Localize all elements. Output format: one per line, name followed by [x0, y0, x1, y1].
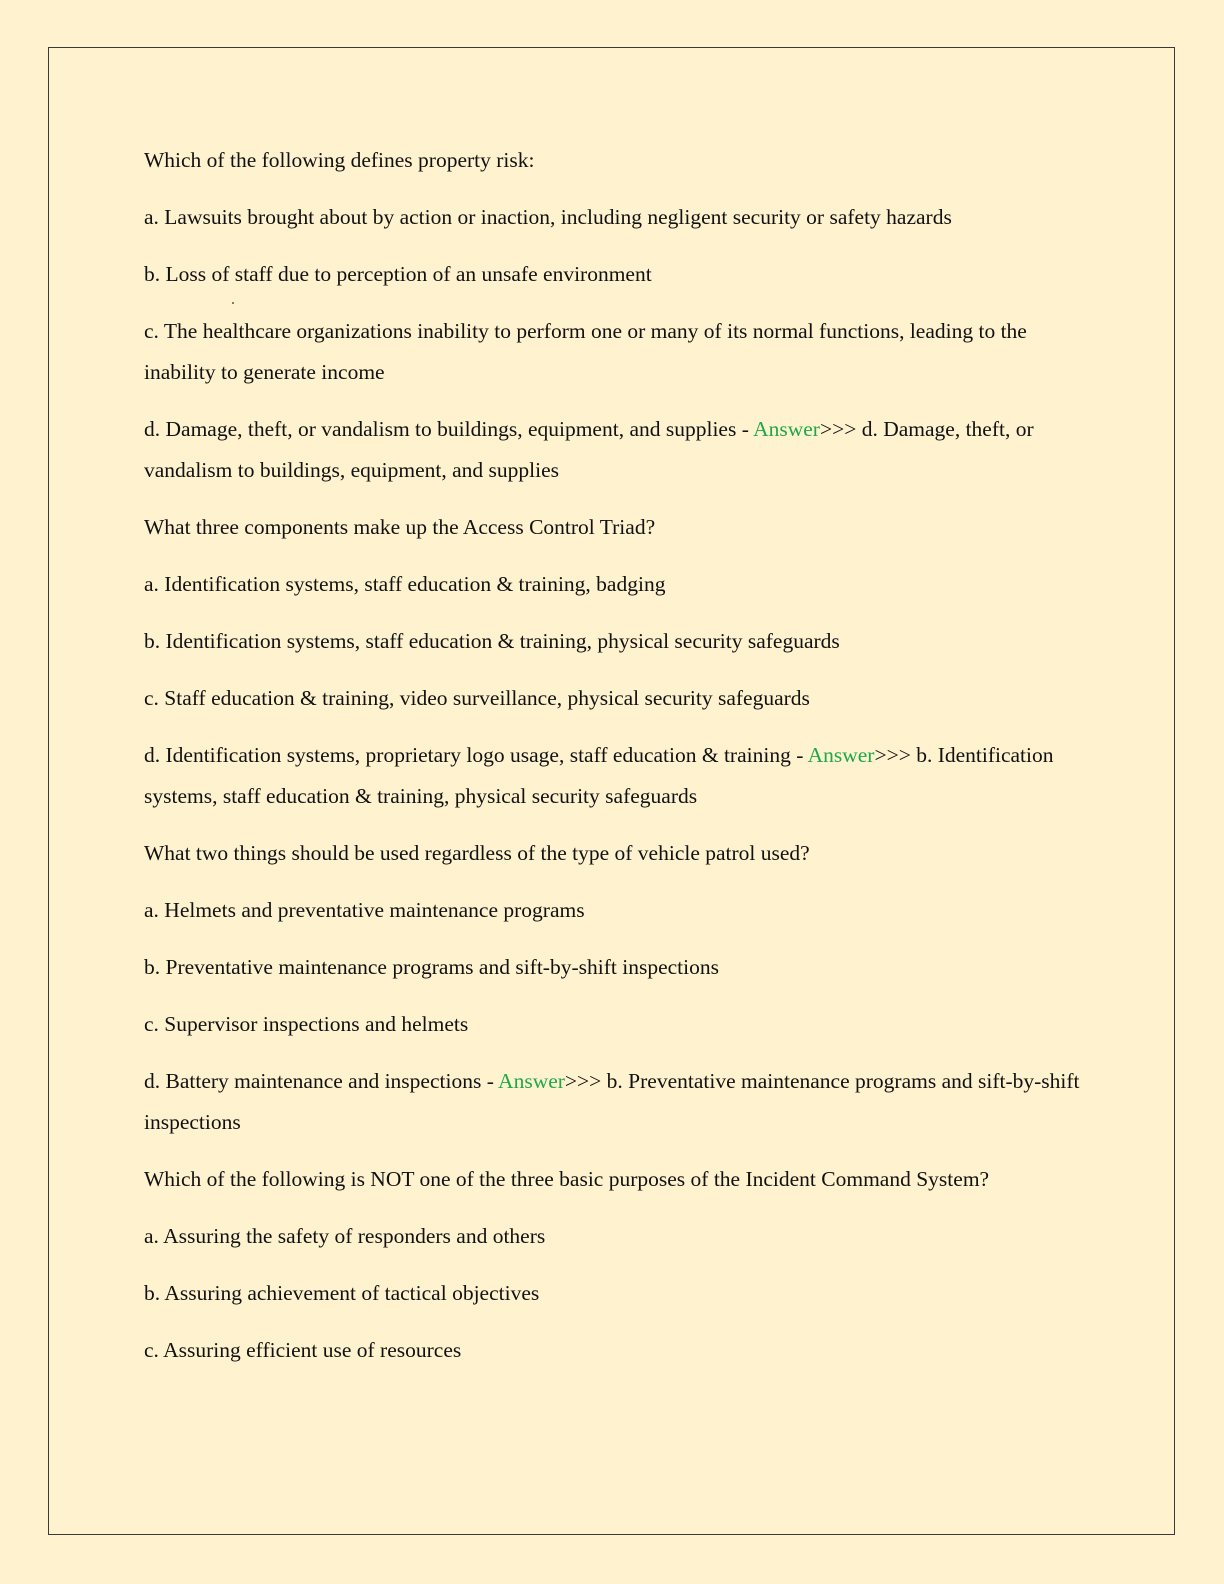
document-body	[144, 140, 1084, 1387]
option-b: b. Preventative maintenance programs and sift-by-shift inspections	[144, 955, 719, 979]
question-text: Which of the following is NOT one of the three basic purposes of the Incident Command System?	[144, 1167, 990, 1191]
option-c: c. Supervisor inspections and helmets	[144, 1012, 469, 1036]
option-c: c. Assuring efficient use of resources	[144, 1338, 462, 1362]
option-c: c. Staff education & training, video surveillance, physical security safeguards	[144, 686, 810, 710]
question-text: What two things should be used regardless of the type of vehicle patrol used?	[144, 841, 810, 865]
question-text: What three components make up the Access Control Triad?	[144, 515, 656, 539]
option-b: b. Assuring achievement of tactical objectives	[144, 1281, 540, 1305]
option-d-with-answer	[144, 735, 1084, 817]
option-a: a. Lawsuits brought about by action or inaction, including negligent security or safety hazards	[144, 205, 952, 229]
answer-label: Answer	[753, 417, 820, 441]
option-a: a. Assuring the safety of responders and others	[144, 1224, 546, 1248]
option-b: b. Identification systems, staff education & training, physical security safeguards	[144, 629, 840, 653]
option-a: a. Helmets and preventative maintenance programs	[144, 898, 585, 922]
answer-label: Answer	[807, 743, 875, 767]
option-d: d. Battery maintenance and inspections -	[144, 1069, 499, 1093]
answer-text: >>> b. Preventative maintenance programs and sift-by-shift inspections	[144, 1069, 1080, 1134]
option-d-with-answer	[144, 409, 1084, 491]
question-text: Which of the following defines property risk:	[144, 148, 535, 172]
answer-text: >>> d. Damage, theft, or vandalism to buildings, equipment, and supplies	[144, 417, 1034, 482]
option-d: d. Identification systems, proprietary logo usage, staff education & training -	[144, 743, 808, 767]
option-c: c. The healthcare organizations inability to perform one or many of its normal functions, leading to the inability to generate income	[144, 319, 1027, 384]
answer-label: Answer	[498, 1069, 565, 1093]
answer-text: >>> b. Identification systems, staff education & training, physical security safeguards	[144, 743, 1054, 808]
option-a: a. Identification systems, staff education & training, badging	[144, 572, 666, 596]
option-d-with-answer	[144, 1061, 1084, 1143]
option-d: d. Damage, theft, or vandalism to buildings, equipment, and supplies -	[144, 417, 754, 441]
option-b: b. Loss of staff due to perception of an unsafe environment	[144, 262, 652, 286]
